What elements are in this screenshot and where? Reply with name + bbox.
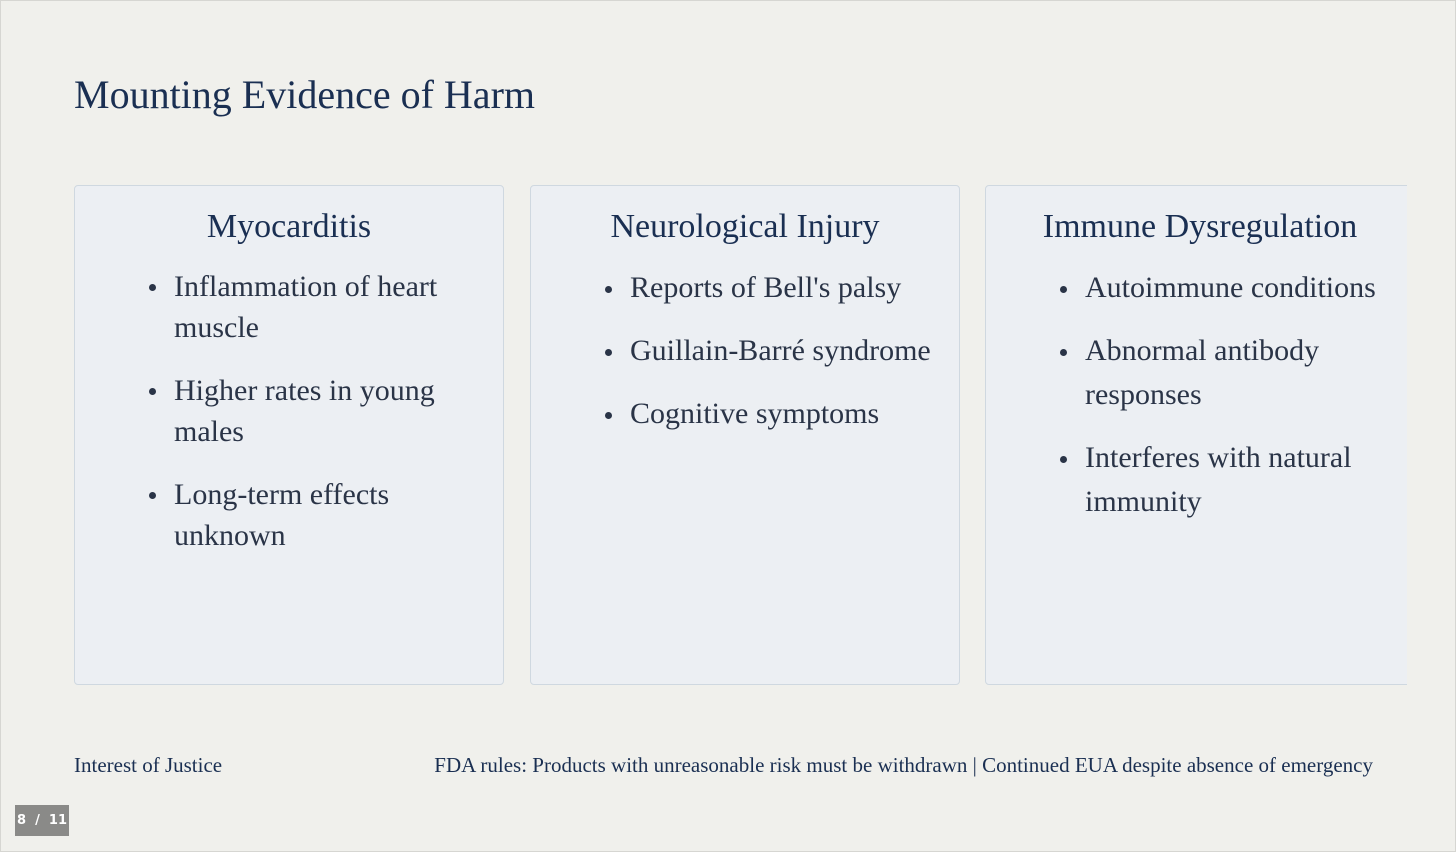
bullet-item: Guillain-Barré syndrome xyxy=(630,329,935,373)
page-separator xyxy=(26,813,35,828)
page-current: 8 xyxy=(16,813,27,828)
page-counter[interactable] xyxy=(15,805,69,836)
footer-left-text: Interest of Justice xyxy=(74,753,223,777)
bullet-item: Cognitive symptoms xyxy=(630,392,935,436)
card-title: Myocarditis xyxy=(206,208,372,245)
bullet-item: Abnormal antibody responses xyxy=(1085,329,1400,417)
bullet-item: Higher rates in young males xyxy=(174,370,479,452)
page-separator-glyph: / xyxy=(35,813,40,828)
card-title: Neurological Injury xyxy=(610,208,880,245)
page-total: 11 xyxy=(48,813,67,828)
bullet-item: Inflammation of heart muscle xyxy=(174,266,479,348)
card-neurological-injury xyxy=(530,185,960,685)
bullet-list xyxy=(1085,266,1400,543)
bullet-list xyxy=(630,266,935,455)
slide-title: Mounting Evidence of Harm xyxy=(74,72,535,117)
card-title: Immune Dysregulation xyxy=(1042,208,1358,245)
card-myocarditis xyxy=(74,185,504,685)
bullet-item: Reports of Bell's palsy xyxy=(630,266,935,310)
bullet-item: Long-term effects unknown xyxy=(174,474,479,556)
footer-right-text: FDA rules: Products with unreasonable risk must be withdrawn | Continued EUA despite absence of emergency xyxy=(434,753,1373,777)
bullet-item: Interferes with natural immunity xyxy=(1085,436,1400,524)
bullet-item: Autoimmune conditions xyxy=(1085,266,1400,310)
cards-row xyxy=(74,185,1407,687)
page-separator xyxy=(40,813,49,828)
bullet-list xyxy=(174,266,479,578)
card-immune-dysregulation xyxy=(985,185,1407,685)
